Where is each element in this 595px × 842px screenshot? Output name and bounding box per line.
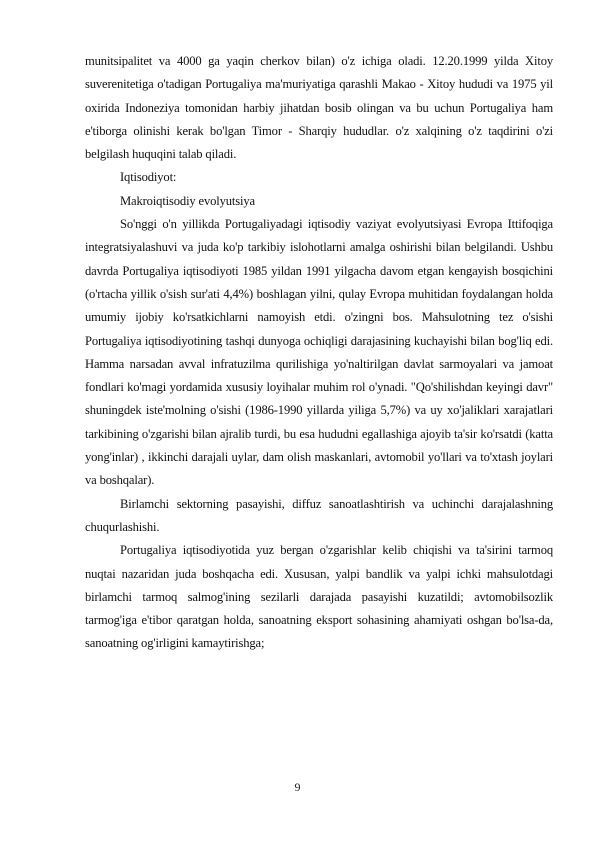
heading-iqtisodiyot: Iqtisodiyot: [120,170,177,185]
paragraph-primary-sector-decline: Birlamchi sektorning pasayishi, diffuz sanoatlashtirish va uchinchi darajalashning chuqurlashishi. [85,496,553,534]
page-number: 9 [294,780,301,794]
paragraph-continuation: munitsipalitet va 4000 ga yaqin cherkov bilan) o'z ichiga oladi. 12.20.1999 yilda Xitoy suverenitetiga o'tadigan Portugaliya ma'muriyatiga qarashli Makao - Xitoy hududi va 1975 yil oxirida Indoneziya tomonidan harbiy jihatdan bosib olingan va bu uchun Portugaliya ham e'tiborga olinishi kerak bo'lgan Timor - Sharqiy hududlar. o'z xalqining o'z taqdirini o'zi belgilash huquqini talab qiladi. [85,54,553,162]
paragraph-economic-evolution: So'nggi o'n yillikda Portugaliyadagi iqtisodiy vaziyat evolyutsiyasi Evropa Ittifoqiga integratsiyalashuvi va juda ko'p tarkibiy islohotlarni amalga oshirishi bilan belgilandi. Ushbu davrda Portugaliya iqtisodiyoti 1985 yildan 1991 yilgacha davom etgan kengayish bosqichini (o'rtacha yillik o'sish sur'ati 4,4%) boshlagan yilni, qulay Evropa muhitidan foydalangan holda umumiy ijobiy ko'rsatkichlarni namoyish etdi. o'zingni bos. Mahsulotning tez o'sishi Portugaliya iqtisodiyotining tashqi dunyoga ochiqligi darajasining kuchayishi bilan bog'liq edi. Hamma narsadan avval infratuzilma qurilishiga yo'naltirilgan davlat sarmoyalari va jamoat fondlari ko'magi yordamida xususiy loyihalar muhim rol o'ynadi. "Qo'shilishdan keyingi davr" shuningdek iste'molning o'sishi (1986-1990 yillarda yiliga 5,7%) va uy xo'jaliklari xarajatlari tarkibining o'zgarishi bilan ajralib turdi, bu esa hududni egallashiga ajoyib ta'sir ko'rsatdi (katta yong'inlar) , ikkinchi darajali uylar, dam olish maskanlari, avtomobil yo'llari va to'xtash joylari va boshqalar). [85,217,553,488]
paragraph-sectoral-changes: Portugaliya iqtisodiyotida yuz bergan o'zgarishlar kelib chiqishi va ta'sirini tarmoq nuqtai nazaridan juda boshqacha edi. Xususan, yalpi bandlik va yalpi ichki mahsulotdagi birlamchi tarmoq salmog'ining sezilarli darajada pasayishi kuzatildi; avtomobilsozlik tarmog'iga e'tibor qaratgan holda, sanoatning eksport sohasining ahamiyati oshgan bo'lsa-da, sanoatning og'irligini kamaytirishga; [85,543,553,651]
heading-makroiqtisodiy-evolyutsiya: Makroiqtisodiy evolyutsiya [120,193,255,208]
document-page [85,50,553,656]
